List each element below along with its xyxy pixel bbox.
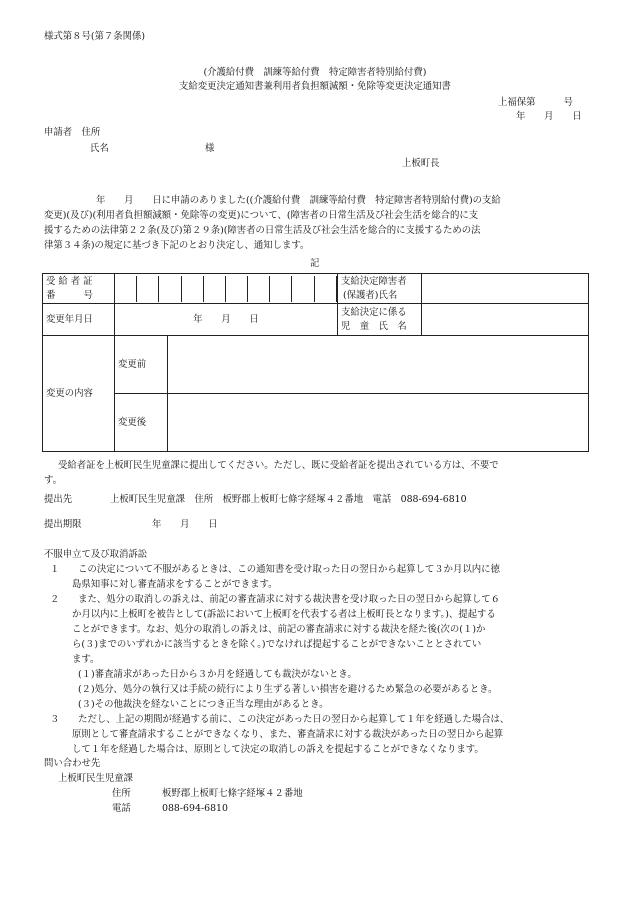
notice-line-2: す。 (44, 475, 62, 486)
before-content-field[interactable] (168, 336, 589, 394)
after-content-field[interactable] (168, 394, 589, 452)
appeal-item-1-a: １ この決定について不服があるときは、この通知書を受け取った日の翌日から起算して３か月以内に徳 (50, 564, 500, 575)
honorific: 様 (205, 143, 215, 154)
applicant-name-label: 氏名 (90, 143, 109, 154)
table-row (43, 304, 589, 336)
cert-number-label: 受 給 者 証 番 号 (43, 274, 115, 304)
submit-to-value: 上板町民生児童課 住所 板野郡上板町七條字経塚４２番地 電話 088-694-6810 (110, 494, 467, 505)
change-date-label: 変更年月日 (43, 304, 115, 336)
appeal-item-2-c: ことができます。なお、処分の取消しの訴えは、前記の審査請求に対する裁決を経た後(次の(１)か (72, 624, 486, 635)
contact-address-label: 住所 (112, 788, 131, 799)
intro-line-2: 変更)(及び)(利用者負担額減額・免除等の変更)について、(障害者の日常生活及び社会生活を総合的に支 (44, 210, 479, 221)
appeal-item-2-e: ます。 (72, 654, 100, 665)
applicant-address-label: 申請者 住所 (44, 127, 101, 138)
intro-line-4: 律第３４条)の規定に基づき下記のとおり決定し、通知します。 (44, 240, 310, 251)
deadline-label: 提出期限 (44, 519, 82, 530)
issue-date: 年 月 日 (516, 111, 582, 122)
table-row (43, 394, 589, 452)
appeal-item-2-a: ２ また、処分の取消しの訴えは、前記の審査請求に対する裁決書を受け取った日の翌日から起算して６ (50, 594, 501, 605)
contact-phone-label: 電話 (112, 803, 131, 814)
form-number: 様式第８号(第７条関係) (44, 31, 146, 42)
ki-heading: 記 (310, 258, 320, 269)
appeal-item-3-c: して１年を経過した場合は、原則として決定の取消しの訴えを提起することができなくなります。 (72, 744, 484, 755)
after-label: 変更後 (115, 394, 168, 452)
child-name-label: 支給決定に係る 児 童 氏 名 (338, 304, 422, 336)
appeal-item-2-b: か月以内に上板町を被告として(訴訟において上板町を代表する者は上板町長となります。)、提起する (72, 609, 496, 620)
appeal-sub-2: (２)処分、処分の執行又は手続の続行により生ずる著しい損害を避けるため緊急の必要があるとき。 (78, 684, 498, 695)
title-line-2: 支給変更決定通知書兼利用者負担額減額・免除等変更決定通知書 (179, 81, 451, 92)
child-name-field[interactable] (422, 304, 589, 336)
table-row (43, 336, 589, 394)
issuer: 上板町長 (402, 158, 440, 169)
notice-line-1: 受給者証を上板町民生児童課に提出してください。ただし、既に受給者証を提出されている方は、不要で (58, 460, 499, 471)
contact-heading: 問い合わせ先 (44, 758, 101, 769)
appeal-item-3-a: ３ ただし、上記の期間が経過する前に、この決定があった日の翌日から起算して１年を経過した場合は、 (50, 714, 510, 725)
change-content-label: 変更の内容 (43, 336, 115, 452)
decision-table (42, 273, 589, 452)
change-date-field[interactable]: 年 月 日 (115, 304, 338, 336)
appeal-item-2-d: ら(３)までのいずれかに該当するときを除く。)でなければ提起することができないこととされてい (72, 639, 482, 650)
deadline-value: 年 月 日 (152, 519, 218, 530)
intro-line-1: 年 月 日に申請のありました((介護給付費 訓練等給付費 特定障害者特別給付費)の支給 (96, 195, 501, 206)
appeal-sub-3: (３)その他裁決を経ないことにつき正当な理由があるとき。 (78, 699, 329, 710)
cert-number-digit-boxes (115, 276, 337, 302)
appeal-item-1-b: 島県知事に対し審査請求をすることができます。 (72, 579, 278, 590)
cert-number-field[interactable] (115, 274, 338, 304)
appeal-sub-1: (１)審査請求があった日から３か月を経過しても裁決がないとき。 (78, 669, 357, 680)
appeal-heading: 不服申立て及び取消訴訟 (44, 549, 148, 560)
title-line-1: (介護給付費 訓練等給付費 特定障害者特別給付費) (203, 67, 427, 78)
document-number: 上福保第 号 (498, 97, 574, 108)
before-label: 変更前 (115, 336, 168, 394)
decision-holder-label: 支給決定障害者 (保護者)氏名 (338, 274, 422, 304)
decision-holder-name-field[interactable] (422, 274, 589, 304)
contact-phone-value: 088-694-6810 (162, 803, 228, 814)
contact-address-value: 板野郡上板町七條字経塚４２番地 (162, 788, 303, 799)
submit-to-label: 提出先 (44, 494, 73, 505)
intro-line-3: 援するための法律第２２条(及び)第２９条)(障害者の日常生活及び社会生活を総合的に支援するための法 (44, 225, 481, 236)
table-row (43, 274, 589, 304)
appeal-item-3-b: 原則として審査請求することができなくなり、また、審査請求に対する裁決があった日の翌日から起算 (72, 729, 504, 740)
contact-dept: 上板町民生児童課 (58, 773, 134, 784)
